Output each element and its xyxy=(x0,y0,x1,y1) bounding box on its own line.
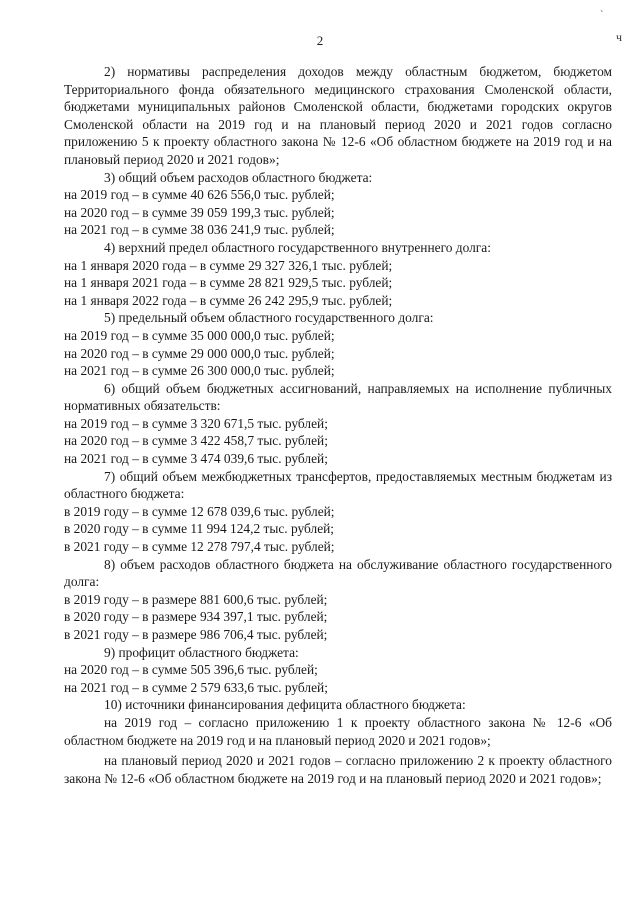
item-7-line: в 2019 году – в сумме 12 678 039,6 тыс. рублей; xyxy=(64,503,335,519)
item-7-heading: 7) общий объем межбюджетных трансфертов, предоставляемых местным бюджетам из областного бюджета: xyxy=(64,468,612,502)
item-8-line: в 2020 году – в размере 934 397,1 тыс. рублей; xyxy=(64,609,328,625)
item-8-heading: 8) объем расходов областного бюджета на обслуживание областного государственного долга: xyxy=(64,556,612,590)
item-9-line: на 2020 год – в сумме 505 396,6 тыс. рублей; xyxy=(64,662,318,678)
page-number: 2 xyxy=(316,33,324,48)
scan-mark: ˋ xyxy=(600,10,604,21)
item-4-line: на 1 января 2021 года – в сумме 28 821 929,5 тыс. рублей; xyxy=(64,275,393,291)
item-9-line: на 2021 год – в сумме 2 579 633,6 тыс. рублей; xyxy=(64,679,328,695)
item-6-heading: 6) общий объем бюджетных ассигнований, направляемых на исполнение публичных нормативных обязательств: xyxy=(64,380,612,414)
item-4-heading: 4) верхний предел областного государственного внутреннего долга: xyxy=(104,239,491,255)
item-6-line: на 2020 год – в сумме 3 422 458,7 тыс. рублей; xyxy=(64,433,328,449)
item-3-line: на 2020 год – в сумме 39 059 199,3 тыс. рублей; xyxy=(64,204,335,220)
item-4-line: на 1 января 2022 года – в сумме 26 242 295,9 тыс. рублей; xyxy=(64,292,393,308)
item-7-line: в 2021 году – в сумме 12 278 797,4 тыс. рублей; xyxy=(64,539,335,555)
item-8-line: в 2019 году – в размере 881 600,6 тыс. рублей; xyxy=(64,591,328,607)
item-6-line: на 2021 год – в сумме 3 474 039,6 тыс. рублей; xyxy=(64,451,328,467)
item-10-heading: 10) источники финансирования дефицита областного бюджета: xyxy=(104,697,466,713)
item-3-heading: 3) общий объем расходов областного бюджета: xyxy=(104,169,373,185)
item-6-line: на 2019 год – в сумме 3 320 671,5 тыс. рублей; xyxy=(64,415,328,431)
item-10-sub-2: на плановый период 2020 и 2021 годов – согласно приложению 2 к проекту областного закона № 12-6 «Об областном бюджете на 2019 год и на плановый период 2020 и 2021 годов»; xyxy=(64,753,612,786)
item-2-text: 2) нормативы распределения доходов между областным бюджетом, бюджетом Территориального фонда обязательного медицинского страхования Смоленской области, бюджетами муниципальных районов Смоленской области, бюджетами городских округов Смоленской области на 2019 год и на плановый период 2020 и 2021 годов согласно приложению 5 к проекту областного закона № 12-6 «Об областном бюджете на 2019 год и на плановый период 2020 и 2021 годов»; xyxy=(64,64,612,167)
item-7-line: в 2020 году – в сумме 11 994 124,2 тыс. рублей; xyxy=(64,521,335,537)
item-5-line: на 2021 год – в сумме 26 300 000,0 тыс. рублей; xyxy=(64,363,335,379)
item-3-line: на 2021 год – в сумме 38 036 241,9 тыс. рублей; xyxy=(64,222,335,238)
item-10-sub-1: на 2019 год – согласно приложению 1 к проекту областного закона № 12-6 «Об областном бюджете на 2019 год и на плановый период 2020 и 2021 годов»; xyxy=(64,714,612,748)
item-9-heading: 9) профицит областного бюджета: xyxy=(104,644,299,660)
item-5-heading: 5) предельный объем областного государственного долга: xyxy=(104,310,434,326)
item-5-line: на 2019 год – в сумме 35 000 000,0 тыс. рублей; xyxy=(64,327,335,343)
scan-mark: ч xyxy=(616,30,623,44)
item-4-line: на 1 января 2020 года – в сумме 29 327 326,1 тыс. рублей; xyxy=(64,257,393,273)
document-body xyxy=(64,63,612,787)
item-8-line: в 2021 году – в размере 986 706,4 тыс. рублей; xyxy=(64,627,328,642)
item-3-line: на 2019 год – в сумме 40 626 556,0 тыс. рублей; xyxy=(64,187,335,203)
item-5-line: на 2020 год – в сумме 29 000 000,0 тыс. рублей; xyxy=(64,345,335,361)
